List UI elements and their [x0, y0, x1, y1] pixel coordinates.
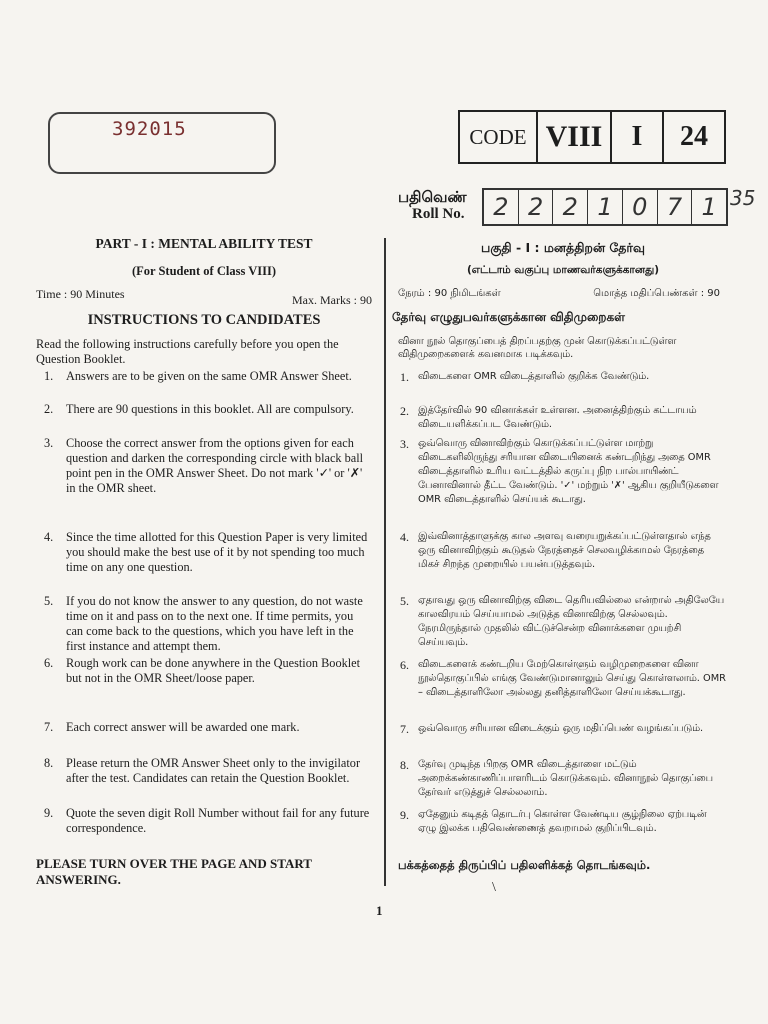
roll-extra-handwriting: 35: [730, 186, 756, 210]
tamil-instruction-item: 6. விடைகளைக் கண்டறிய மேற்கொள்ளும் வழிமுறைகளை வினா நூல்தொகுப்பில் எங்கு வேண்டுமானாலும் செய்து கொள்ளலாம். OMR – விடைத்தாளிலோ அல்லது தனித்தாளிலோ செய்யக்கூடாது.: [400, 658, 726, 698]
column-divider: [384, 238, 386, 886]
roll-label-tamil: பதிவெண்: [398, 188, 467, 206]
time-marks-row: [36, 287, 372, 308]
tamil-time-marks-row: [398, 288, 720, 300]
instruction-item: 6. Rough work can be done anywhere in the Question Booklet but not in the OMR Sheet/loose paper.: [44, 656, 361, 685]
tamil-instruction-item: 3. ஒவ்வொரு வினாவிற்கும் கொடுக்கப்பட்டுள்ள மாற்று விடைகளிலிருந்து சரியான விடையினைக் கண்டறிந்து அதை OMR விடைத்தாளில் உரிய வட்டத்தில் கருப்பு நிற பால்பாயிண்ட் பேனாவினால் தீட்ட வேண்டும். '✓' மற்றும் '✗' ஆகிய குறியீடுகளை OMR விடைத்தாளில் செய்யக் கூடாது.: [400, 437, 719, 505]
tamil-instructions-intro: வினா நூல் தொகுப்பைத் திறப்பதற்கு முன் கொடுக்கப்பட்டுள்ள விதிமுறைகளைக் கவனமாக படிக்கவும்.: [398, 336, 677, 360]
tamil-turn-over-note: பக்கத்தைத் திருப்பிப் பதிலளிக்கத் தொடங்கவும்.: [398, 858, 651, 872]
part-title: PART - I : MENTAL ABILITY TEST: [95, 236, 313, 251]
tamil-instruction-item: 2. இத்தேர்வில் 90 வினாக்கள் உள்ளன. அனைத்திற்கும் கட்டாயம் விடையளிக்கப்பட வேண்டும்.: [400, 404, 697, 430]
roll-digit: 7: [658, 190, 693, 224]
instruction-item: 4. Since the time allotted for this Question Paper is very limited you should make the best use of it by not spending too much time on any one question.: [44, 530, 368, 574]
code-part: I: [612, 112, 664, 162]
serial-number: 392015: [112, 118, 187, 140]
english-header-block: [36, 236, 372, 367]
tamil-instruction-item: 7. ஒவ்வொரு சரியான விடைக்கும் ஒரு மதிப்பெண் வழங்கப்படும்.: [400, 722, 704, 736]
instruction-item: 3. Choose the correct answer from the options given for each question and darken the corresponding circle with black ball point pen in the OMR Answer Sheet. Do not mark '✓' or '✗' in the OMR sheet.: [44, 436, 364, 495]
roll-digit: 0: [623, 190, 658, 224]
pen-mark: \: [492, 880, 496, 895]
tamil-instruction-item: 9. ஏதேனும் கடிதத் தொடர்பு கொள்ள வேண்டிய சூழ்நிலை ஏற்படின் ஏழு இலக்க பதிவெண்ணைத் தவறாமல் குறிப்பிடவும்.: [400, 808, 707, 834]
tamil-instructions-heading: தேர்வு எழுதுபவர்களுக்கான விதிமுறைகள்: [392, 310, 625, 324]
tamil-part-subtitle: (எட்டாம் வகுப்பு மாணவர்களுக்கானது): [467, 264, 659, 276]
instruction-item: 9. Quote the seven digit Roll Number without fail for any future correspondence.: [44, 806, 370, 835]
tamil-instruction-item: 4. இவ்வினாத்தாளுக்கு கால அளவு வரையறுக்கப்பட்டுள்ளதால் எந்த ஒரு வினாவிற்கும் கூடுதல் நேரத்தைச் செலவழிக்காமல் நேரத்தை மிகச் சிறந்த முறையில் பயன்படுத்தவும்.: [400, 530, 711, 570]
instruction-item: 1. Answers are to be given on the same OMR Answer Sheet.: [44, 369, 352, 383]
roll-label-english: Roll No.: [412, 206, 465, 222]
code-class: VIII: [538, 112, 612, 162]
roll-digit: 1: [701, 193, 717, 221]
time-allowed: Time : 90 Minutes: [36, 287, 125, 301]
instruction-item: 5. If you do not know the answer to any question, do not waste time on it and pass on to the next one. If time permits, you can come back to the questions, which you have left in the first instance and attempt them.: [44, 594, 363, 653]
part-subtitle: (For Student of Class VIII): [131, 264, 276, 278]
max-marks: Max. Marks : 90: [292, 293, 372, 307]
tamil-max-marks: மொத்த மதிப்பெண்கள் : 90: [593, 288, 720, 299]
tamil-instruction-item: 5. ஏதாவது ஒரு வினாவிற்கு விடை தெரியவில்லை என்றால் அதிலேயே காலவிரயம் செய்யாமல் அடுத்த வினாவிற்கு செல்லவும். நேரமிருந்தால் முதலில் விட்டுச்சென்ற வினாக்களை முயற்சி செய்யவும்.: [400, 594, 724, 648]
tamil-part-title: பகுதி - I : மனத்திறன் தேர்வு: [481, 240, 645, 255]
tamil-instruction-item: 1. விடைகளை OMR விடைத்தாளில் குறிக்க வேண்டும்.: [400, 370, 650, 384]
roll-digit: 2: [484, 190, 519, 224]
instructions-intro: Read the following instructions carefully before you open the Question Booklet.: [36, 337, 339, 366]
instruction-item: 7. Each correct answer will be awarded one mark.: [44, 720, 300, 734]
code-box: [458, 110, 726, 164]
code-label: CODE: [460, 112, 538, 162]
tamil-time-allowed: நேரம் : 90 நிமிடங்கள்: [398, 288, 501, 299]
instructions-heading: INSTRUCTIONS TO CANDIDATES: [87, 312, 321, 328]
instruction-item: 8. Please return the OMR Answer Sheet only to the invigilator after the test. Candidates can retain the Question Booklet.: [44, 756, 361, 785]
page-number: 1: [376, 903, 383, 918]
roll-digit: 1: [588, 190, 623, 224]
code-number: 24: [680, 121, 708, 152]
roll-digit: 2: [519, 190, 554, 224]
tamil-instruction-item: 8. தேர்வு முடிந்த பிறகு OMR விடைத்தாளை மட்டும் அறைக்கண்காணிப்பாளரிடம் கொடுக்கவும். வினாநூல் தொகுப்பை தேர்வர் எடுத்துச் செல்லலாம்.: [400, 758, 713, 798]
turn-over-note: PLEASE TURN OVER THE PAGE AND START ANSWERING.: [36, 856, 312, 887]
roll-number-box: [482, 188, 728, 226]
instruction-item: 2. There are 90 questions in this booklet. All are compulsory.: [44, 402, 354, 416]
roll-digit: 2: [553, 190, 588, 224]
